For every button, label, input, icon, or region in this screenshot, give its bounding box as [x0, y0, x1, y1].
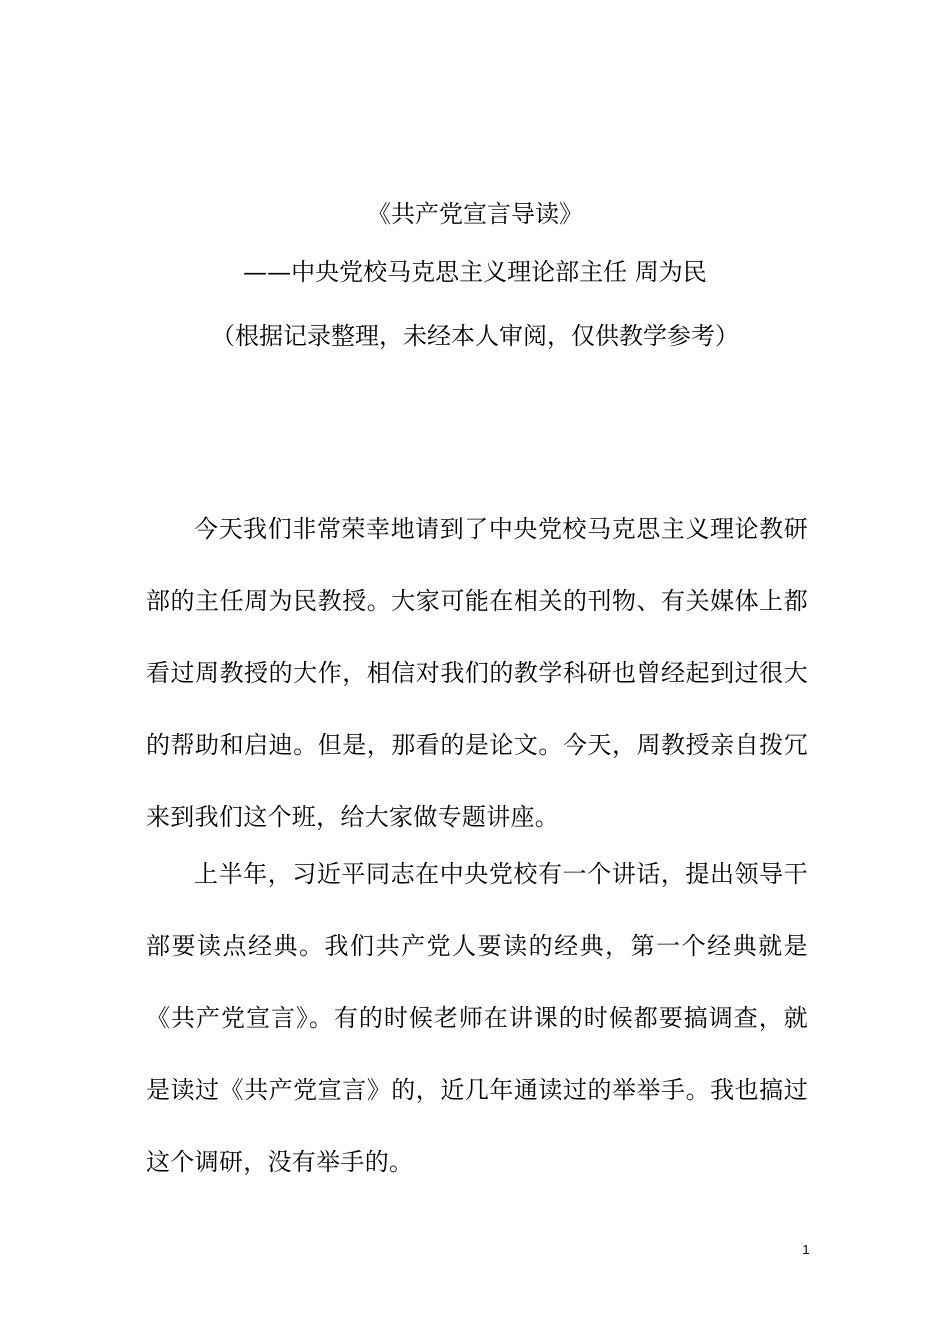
body-paragraph: 上半年，习近平同志在中央党校有一个讲话，提出领导干部要读点经典。我们共产党人要读的经典，第一个经典就是《共产党宣言》。有的时候老师在讲课的时候都要搞调查，就是读过《共产党宣言》的，近几年通读过的举举手。我也搞过这个调研，没有举手的。: [146, 860, 808, 1176]
document-note: （根据记录整理，未经本人审阅，仅供教学参考）: [211, 322, 739, 350]
body-paragraph: 今天我们非常荣幸地请到了中央党校马克思主义理论教研部的主任周为民教授。大家可能在相关的刊物、有关媒体上都看过周教授的大作，相信对我们的教学科研也曾经起到过很大的帮助和启迪。但是，那看的是论文。今天，周教授亲自拨冗来到我们这个班，给大家做专题讲座。: [146, 515, 808, 831]
page-number: 1: [802, 1242, 810, 1257]
body-paragraph-block-1: [146, 493, 808, 853]
body-paragraph-block-2: [146, 838, 808, 1198]
document-title: 《共产党宣言导读》: [367, 200, 583, 228]
document-subtitle: ——中央党校马克思主义理论部主任 周为民: [243, 258, 707, 286]
